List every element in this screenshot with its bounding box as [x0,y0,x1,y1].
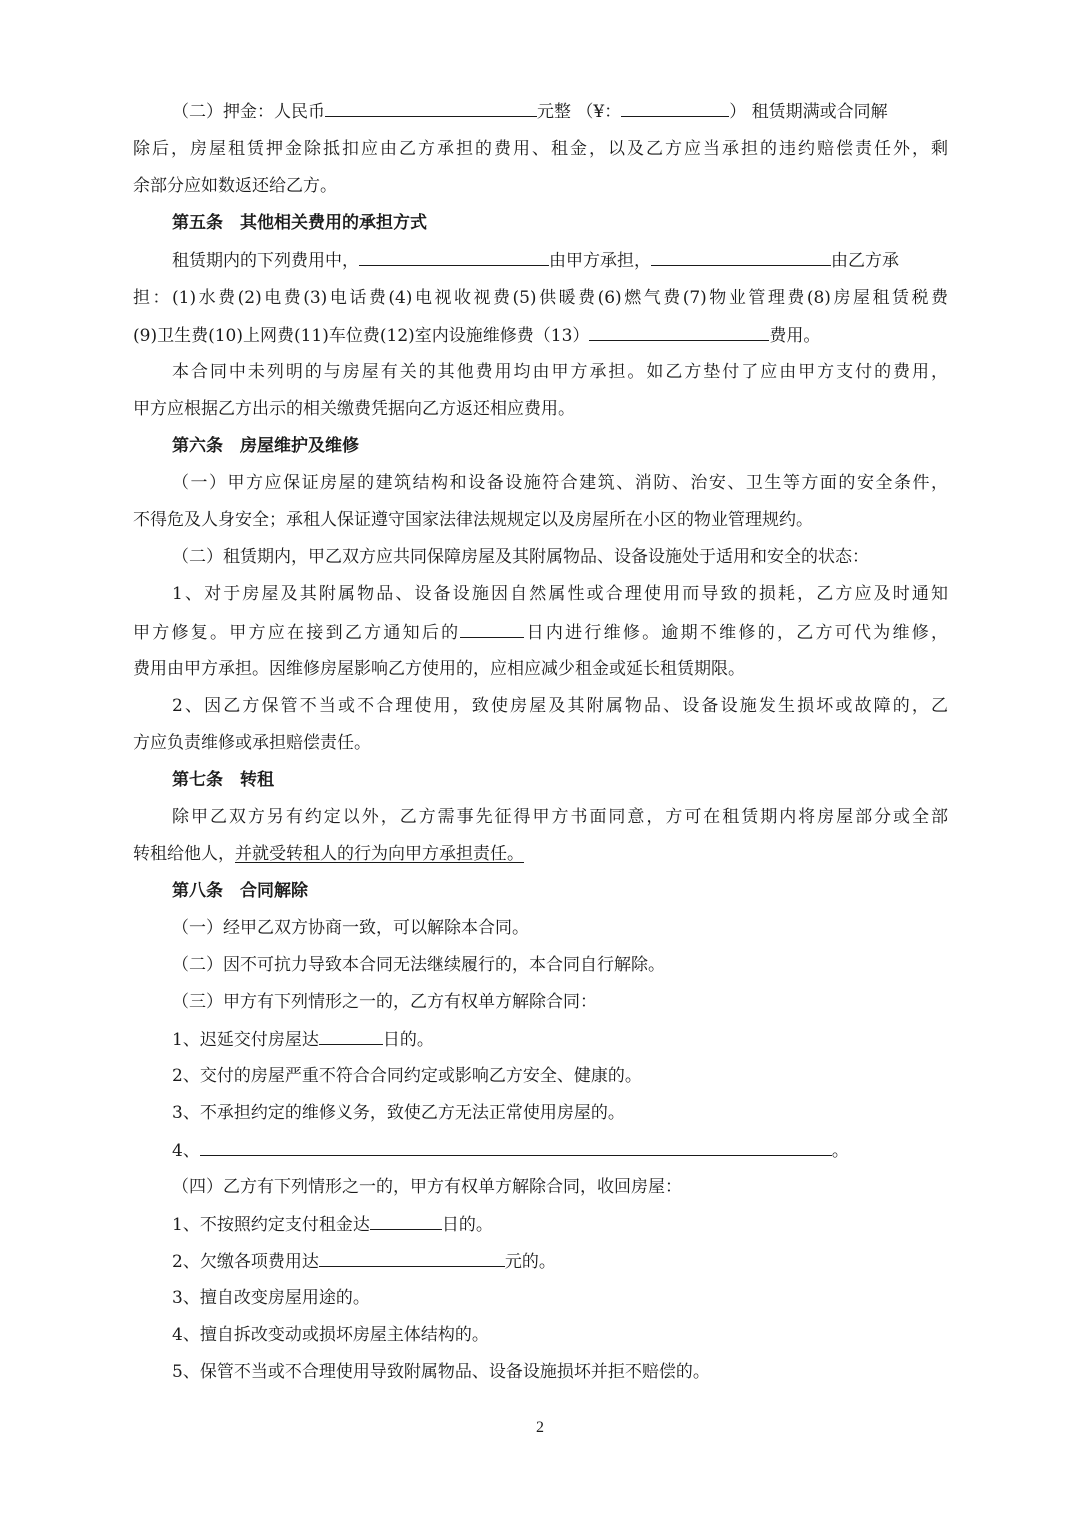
article-six-heading: 第六条 房屋维护及维修 [172,436,359,456]
body-line: 费用由甲方承担。因维修房屋影响乙方使用的，应相应减少租金或延长租赁期限。 [133,659,745,679]
delay-days-blank [319,1026,383,1045]
fees-arrears-blank [319,1248,505,1267]
item-four-line: 4、 。 [172,1137,948,1164]
page-number: 2 [536,1419,544,1436]
article-five-heading: 第五条 其他相关费用的承担方式 [172,213,427,233]
body-line: 甲方应根据乙方出示的相关缴费凭据向乙方返还相应费用。 [133,399,575,419]
rent-overdue-line: 1、不按照约定支付租金达 日的。 [172,1211,948,1238]
body-line: 担：(1)水费(2)电费(3)电话费(4)电视收视费(5)供暖费(6)燃气费(7)物业管理费(8)房屋租赁税费 [133,288,948,308]
body-line: 本合同中未列明的与房屋有关的其他费用均由甲方承担。如乙方垫付了应由甲方支付的费用， [172,362,948,382]
body-line: （二）因不可抗力导致本合同无法继续履行的，本合同自行解除。 [172,955,665,975]
other-fees-blank [589,322,769,341]
deposit-figure-blank [621,98,729,117]
article-eight-heading: 第八条 合同解除 [172,881,308,901]
delay-days-line: 1、迟延交付房屋达 日的。 [172,1026,948,1053]
body-line: （一）经甲乙双方协商一致，可以解除本合同。 [172,918,529,938]
body-line: 除甲乙双方另有约定以外，乙方需事先征得甲方书面同意，方可在租赁期内将房屋部分或全部 [172,807,948,827]
deposit-amount-blank [325,98,537,117]
body-line: （三）甲方有下列情形之一的，乙方有权单方解除合同： [172,992,597,1012]
deposit-paragraph-line: （二）押金：人民币 元整 （¥： ） 租赁期满或合同解 [172,98,948,125]
body-line: （四）乙方有下列情形之一的，甲方有权单方解除合同，收回房屋： [172,1177,682,1197]
body-line: （二）租赁期内，甲乙双方应共同保障房屋及其附属物品、设备设施处于适用和安全的状态： [172,547,869,567]
body-line: 5、保管不当或不合理使用导致附属物品、设备设施损坏并拒不赔偿的。 [172,1362,710,1382]
repair-days-blank [460,619,524,638]
body-line: 方应负责维修或承担赔偿责任。 [133,733,371,753]
fees-line: 租赁期内的下列费用中， 由甲方承担， 由乙方承 [172,247,948,274]
item-four-blank [200,1137,832,1156]
body-line: 余部分应如数返还给乙方。 [133,176,337,196]
body-line: （一）甲方应保证房屋的建筑结构和设备设施符合建筑、消防、治安、卫生等方面的安全条件， [172,473,948,493]
body-line: 4、擅自拆改变动或损坏房屋主体结构的。 [172,1325,489,1345]
body-line: 1、对于房屋及其附属物品、设备设施因自然属性或合理使用而导致的损耗，乙方应及时通知 [172,584,948,604]
landlord-fees-blank [359,247,549,266]
body-line: 不得危及人身安全；承租人保证遵守国家法律法规规定以及房屋所在小区的物业管理规约。 [133,510,813,530]
fees-arrears-line: 2、欠缴各项费用达 元的。 [172,1248,948,1275]
sublet-line: 转租给他人，并就受转租人的行为向甲方承担责任。 [133,844,524,864]
body-line: 2、因乙方保管不当或不合理使用，致使房屋及其附属物品、设备设施发生损坏或故障的，乙 [172,696,948,716]
rent-overdue-blank [370,1211,442,1230]
underlined-clause: 并就受转租人的行为向甲方承担责任。 [235,844,524,864]
body-line: 3、擅自改变房屋用途的。 [172,1288,370,1308]
article-seven-heading: 第七条 转租 [172,770,274,790]
repair-days-line: 甲方修复。甲方应在接到乙方通知后的 日内进行维修。逾期不维修的，乙方可代为维修， [133,619,948,646]
body-line: 除后，房屋租赁押金除抵扣应由乙方承担的费用、租金，以及乙方应当承担的违约赔偿责任外，剩 [133,139,948,159]
body-line: 3、不承担约定的维修义务，致使乙方无法正常使用房屋的。 [172,1103,625,1123]
fees-other-line: (9)卫生费(10)上网费(11)车位费(12)室内设施维修费（13） 费用。 [133,322,948,349]
tenant-fees-blank [651,247,831,266]
body-line: 2、交付的房屋严重不符合合同约定或影响乙方安全、健康的。 [172,1066,642,1086]
